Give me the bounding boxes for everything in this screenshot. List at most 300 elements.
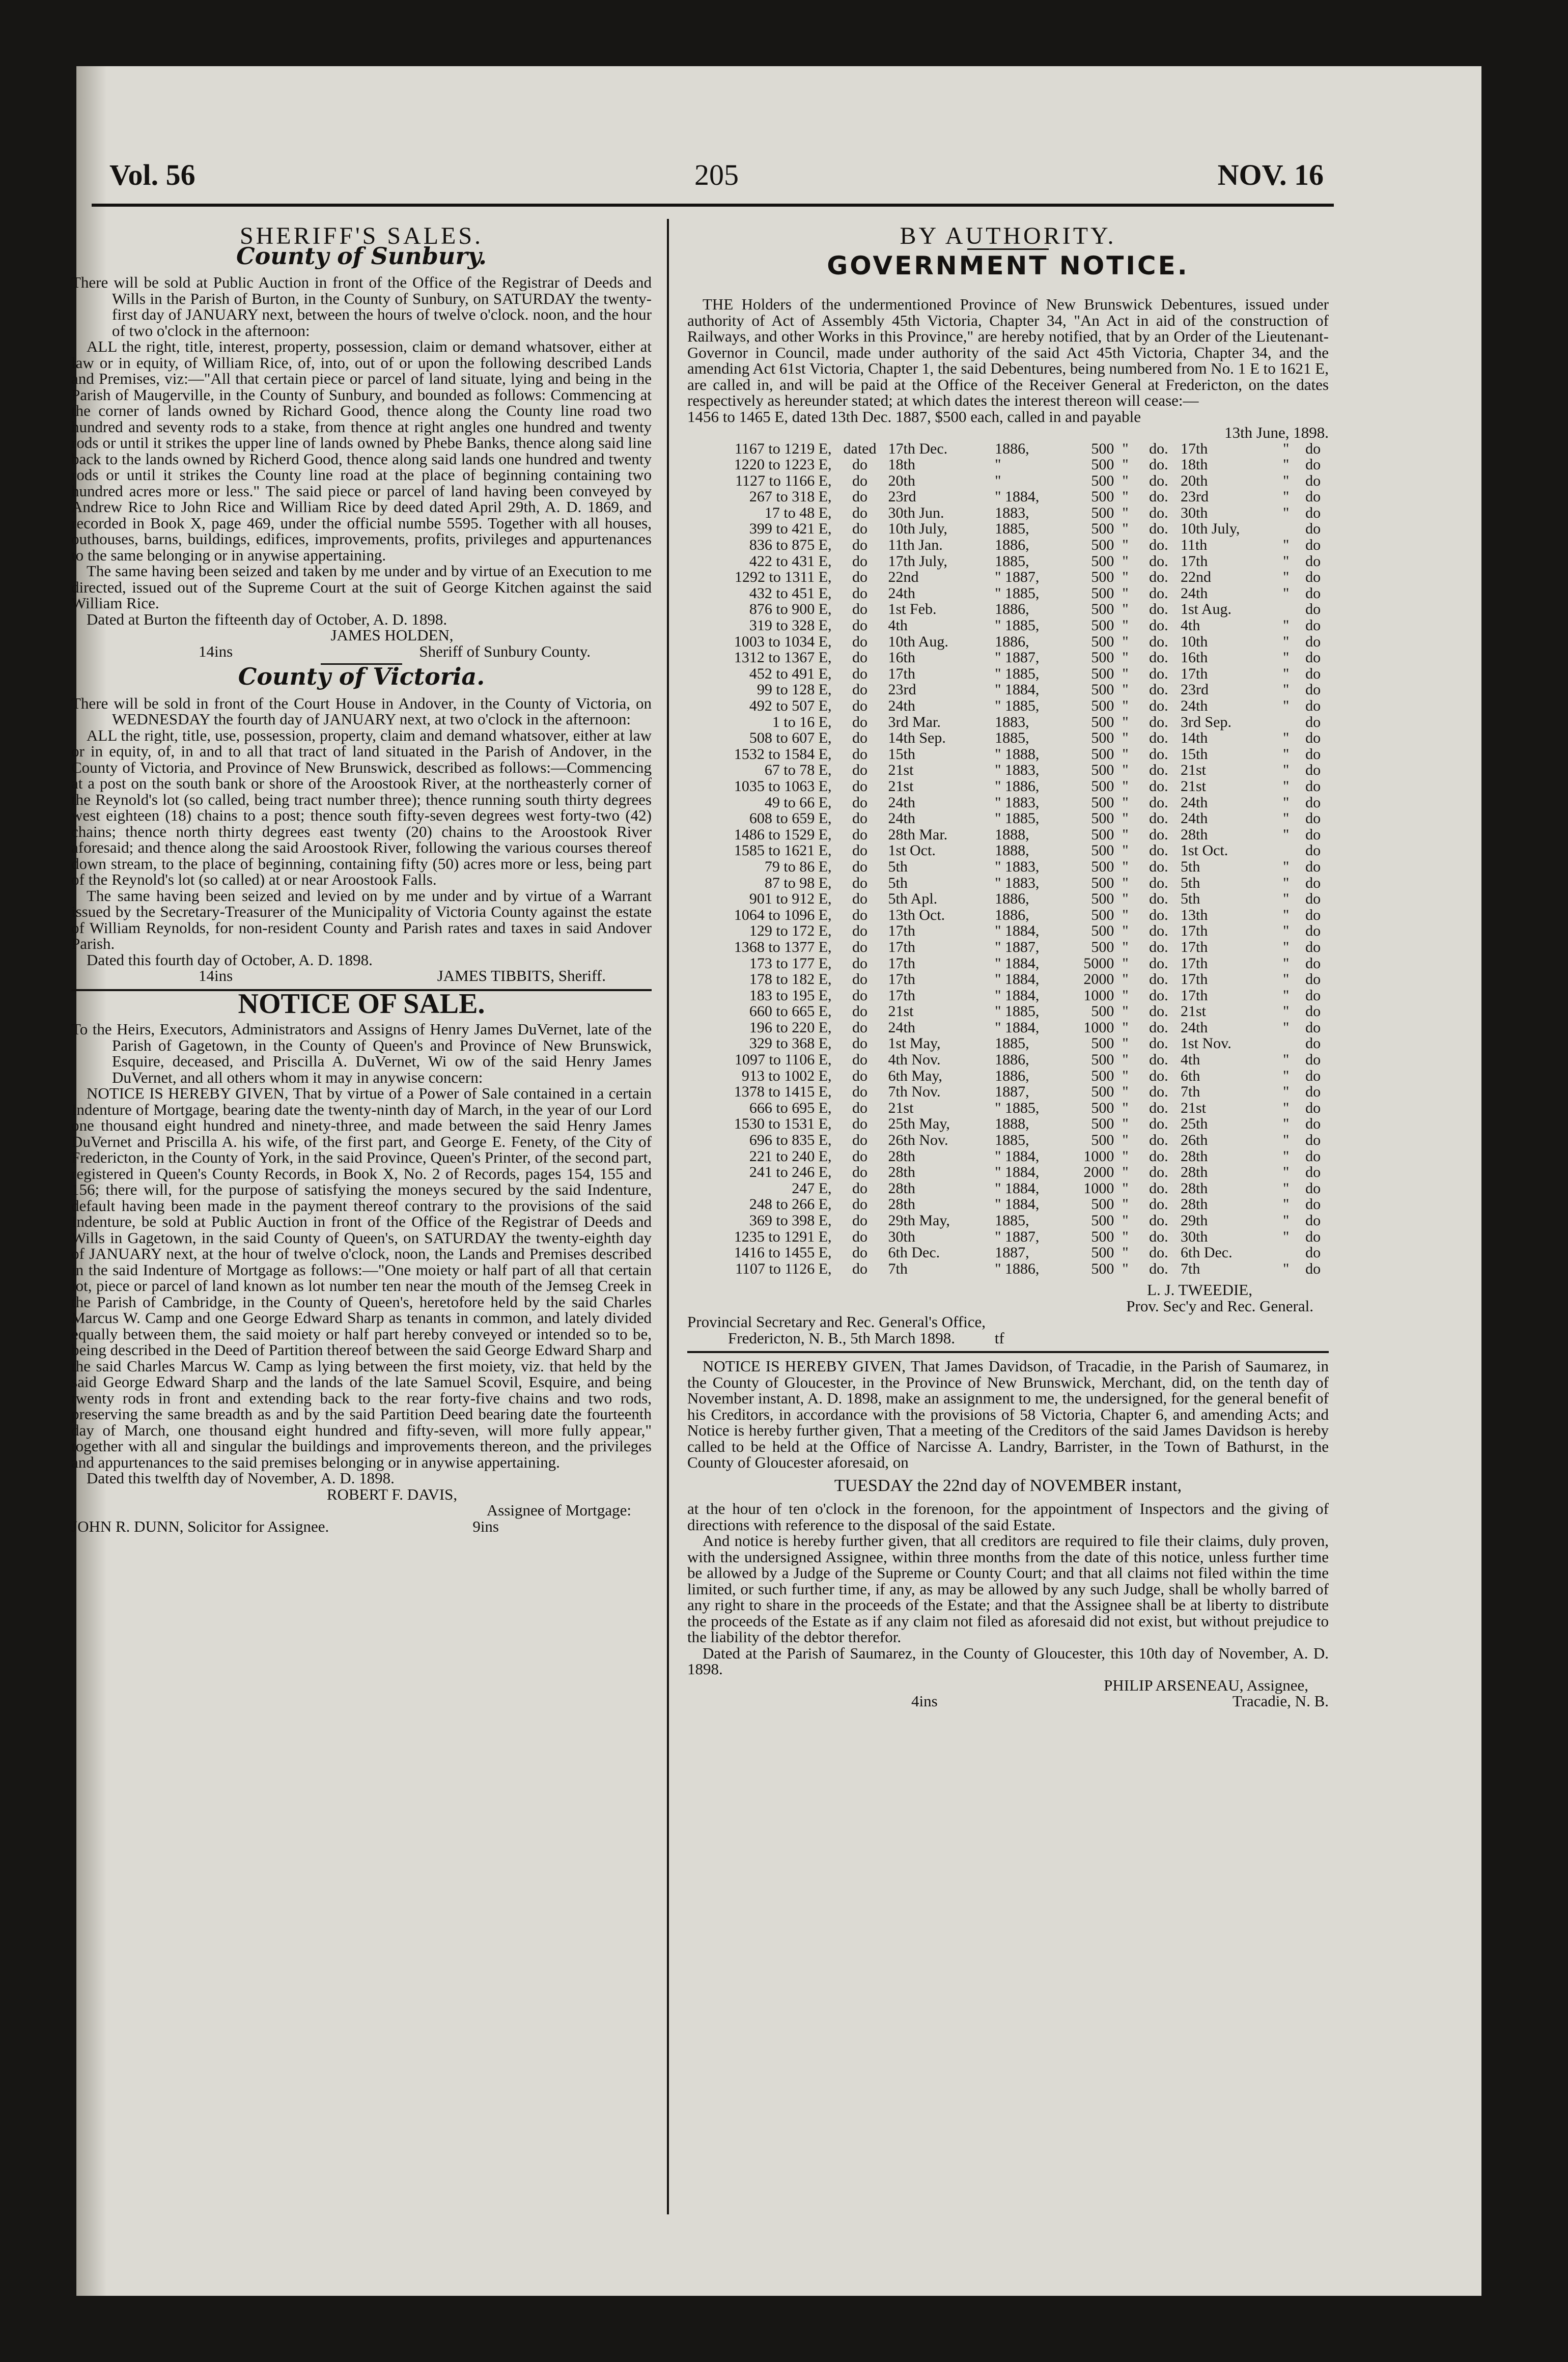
debenture-cell: 1886,: [995, 537, 1029, 554]
sunbury-signature-line: [71, 643, 652, 660]
debenture-cell: 500: [1091, 777, 1114, 795]
debenture-cell: 1035 to 1063 E,: [734, 777, 832, 795]
debenture-cell: ": [1122, 1019, 1129, 1036]
county-victoria-heading: County of Victoria.: [238, 663, 485, 690]
debenture-cell: do: [1305, 520, 1321, 538]
debenture-cell: 67 to 78 E,: [764, 762, 832, 779]
debenture-cell: 23rd: [1180, 488, 1209, 505]
debenture-row: [687, 1148, 1329, 1165]
debenture-cell: 1888,: [995, 1115, 1029, 1133]
debenture-cell: 1886,: [995, 633, 1029, 650]
debenture-cell: 500: [1091, 537, 1114, 554]
debenture-cell: [1275, 601, 1297, 617]
debenture-cell: 1585 to 1621 E,: [734, 842, 832, 859]
debenture-cell: ": [1282, 954, 1290, 972]
debenture-cell: ": [1122, 826, 1129, 843]
right-column: [687, 224, 1329, 1709]
debenture-cell: ": [1122, 1099, 1129, 1116]
victoria-body: ALL the right, title, use, possession, property, claim and demand whatsover, either at law or in equity, of, in and to all that tract of land situated in the Parish of Andover, in the County of Victoria, and Province of New Brunswick, described as follows:—Commencing at a post on the south bank or shore of the Aroostook River, at the northeasterly corner of the Reynold's lot (so called, being tract number three); thence running south thirty degrees west eighteen (18) chains to a post; thence south fifty-seven degrees west forty-two (42) chains; thence north thirty degrees east twenty (20) chains to the Aroostook River aforesaid; and thence along the said Aroostook River, following the various courses thereof down stream, to the place of beginning, containing fifty (50) acres more or less, being part of the Reynold's lot (so called) at or near Aroostook Falls.: [71, 726, 652, 888]
debenture-cell: ": [1122, 665, 1129, 682]
debenture-cell: 17th: [1180, 665, 1208, 682]
debenture-cell: 1530 to 1531 E,: [734, 1115, 832, 1133]
debenture-cell: 901 to 912 E,: [749, 890, 832, 908]
debenture-cell: 500: [1091, 584, 1114, 602]
debenture-cell: 10th July,: [888, 520, 947, 538]
debenture-cell: 1888,: [995, 842, 1029, 859]
debenture-cell: do: [852, 762, 868, 779]
debenture-cell: ": [1282, 440, 1290, 457]
debenture-cell: 1887,: [995, 1083, 1029, 1101]
debenture-cell: 500: [1091, 826, 1114, 843]
debenture-row: [687, 939, 1329, 955]
debenture-cell: ": [1122, 777, 1129, 795]
debenture-cell: 6th Dec.: [1180, 1244, 1233, 1261]
tweedie-name: L. J. TWEEDIE,: [1147, 1281, 1252, 1299]
sunbury-seized: The same having been seized and taken by me under and by virtue of an Execution to me directed, issued out of the Supreme Court at the suit of George Kitchen against the said William Rice.: [71, 562, 652, 612]
debenture-row: [687, 585, 1329, 602]
debenture-cell: ": [1282, 890, 1290, 908]
debenture-cell: ": [1282, 762, 1290, 779]
debenture-cell: do: [852, 1019, 868, 1036]
debenture-cell: 28th: [888, 1179, 915, 1197]
debenture-row: [687, 1196, 1329, 1213]
debenture-cell: ": [1282, 906, 1290, 923]
debenture-cell: do: [1305, 665, 1321, 682]
debenture-cell: 17th: [888, 938, 915, 955]
debenture-cell: [1275, 1245, 1297, 1261]
debenture-cell: 1000: [1083, 1019, 1114, 1036]
debenture-row: [687, 1068, 1329, 1084]
debenture-cell: do: [852, 1164, 868, 1181]
debenture-cell: do: [1305, 762, 1321, 779]
debenture-cell: 1235 to 1291 E,: [734, 1228, 832, 1245]
debenture-cell: do: [1305, 440, 1321, 457]
debenture-cell: do: [852, 1067, 868, 1084]
debenture-cell: ": [1282, 874, 1290, 891]
debenture-cell: ": [1122, 1035, 1129, 1052]
debenture-cell: 1883,: [995, 713, 1029, 730]
debenture-cell: ": [1122, 1115, 1129, 1133]
debenture-cell: 500: [1091, 488, 1114, 505]
debenture-cell: 1885,: [995, 1132, 1029, 1149]
debenture-cell: 28th Mar.: [888, 826, 948, 843]
debenture-cell: do: [852, 890, 868, 908]
debenture-cell: do: [1305, 697, 1321, 714]
debenture-cell: do: [1305, 1179, 1321, 1197]
debenture-cell: do: [1305, 858, 1321, 875]
debenture-cell: ": [1122, 617, 1129, 634]
debenture-cell: 24th: [888, 584, 915, 602]
debenture-cell: 500: [1091, 1244, 1114, 1261]
debenture-cell: do: [852, 987, 868, 1004]
debenture-cell: 329 to 368 E,: [749, 1035, 832, 1052]
debenture-row: [687, 955, 1329, 972]
debenture-cell: " 1885,: [995, 584, 1040, 602]
debenture-cell: ": [1122, 649, 1129, 666]
debenture-cell: " 1883,: [995, 874, 1040, 891]
debenture-cell: do.: [1149, 504, 1168, 521]
government-notice-heading: GOVERNMENT NOTICE.: [827, 250, 1189, 280]
debenture-cell: do: [1305, 1228, 1321, 1245]
debenture-cell: " 1884,: [995, 922, 1040, 940]
debenture-cell: 1220 to 1223 E,: [734, 456, 832, 473]
debenture-cell: 24th: [1180, 810, 1208, 827]
davidson-meeting-date: TUESDAY the 22nd day of NOVEMBER instant,: [834, 1476, 1182, 1495]
debenture-cell: " 1884,: [995, 681, 1040, 698]
debenture-cell: " 1887,: [995, 938, 1040, 955]
debenture-cell: " 1884,: [995, 1164, 1040, 1181]
debenture-cell: do: [852, 1003, 868, 1020]
debenture-cell: 1st Aug.: [1180, 601, 1232, 618]
debenture-cell: do: [852, 1115, 868, 1133]
debenture-cell: do: [852, 456, 868, 473]
debenture-cell: do.: [1149, 1244, 1168, 1261]
arseneau-name: PHILIP ARSENEAU, Assignee,: [1104, 1676, 1308, 1694]
debenture-cell: ": [1122, 713, 1129, 730]
debenture-cell: do: [1305, 456, 1321, 473]
debenture-cell: 24th: [1180, 794, 1208, 811]
debenture-cell: 1 to 16 E,: [772, 713, 832, 730]
debenture-cell: 30th: [1180, 504, 1208, 521]
debenture-cell: 1885,: [995, 552, 1029, 570]
debenture-cell: 17th: [1180, 938, 1208, 955]
debenture-cell: " 1884,: [995, 954, 1040, 972]
debenture-cell: 5th: [1180, 858, 1200, 875]
debenture-cell: 666 to 695 E,: [749, 1099, 832, 1116]
debenture-cell: " 1884,: [995, 488, 1040, 505]
debenture-cell: do: [1305, 745, 1321, 763]
debenture-cell: do.: [1149, 1147, 1168, 1165]
debenture-cell: 17th: [1180, 922, 1208, 940]
debenture-cell: ": [1282, 1132, 1290, 1149]
debenture-cell: ": [1122, 858, 1129, 875]
debenture-first-date: 13th June, 1898.: [1224, 424, 1329, 441]
debenture-cell: 15th: [888, 745, 915, 763]
debenture-cell: do: [852, 1212, 868, 1229]
arseneau-place: Tracadie, N. B.: [1232, 1692, 1329, 1710]
debenture-cell: [1275, 714, 1297, 730]
debenture-cell: 14th: [1180, 729, 1208, 747]
debenture-cell: 28th: [888, 1164, 915, 1181]
debenture-row: [687, 827, 1329, 843]
debenture-cell: do.: [1149, 777, 1168, 795]
debenture-cell: " 1883,: [995, 794, 1040, 811]
debenture-cell: 4th: [888, 617, 908, 634]
debenture-cell: do: [852, 633, 868, 650]
debenture-cell: 500: [1091, 633, 1114, 650]
debenture-cell: 21st: [1180, 1003, 1206, 1020]
debenture-cell: 1312 to 1367 E,: [734, 649, 832, 666]
debenture-cell: 20th: [1180, 472, 1208, 489]
debenture-cell: 10th July,: [1180, 520, 1240, 538]
sunbury-ins: 14ins: [199, 642, 233, 660]
debenture-cell: do: [852, 713, 868, 730]
debenture-cell: ": [1282, 1164, 1290, 1181]
debenture-cell: do: [852, 858, 868, 875]
debenture-cell: do: [1305, 552, 1321, 570]
notice-sale-body: NOTICE IS HEREBY GIVEN, That by virtue of a Power of Sale contained in a certain Indenture of Mortgage, bearing date the twenty-ninth day of March, in the year of our Lord one thousand eight hundred and ninety-three, and made between the said Henry James DuVernet and Priscilla A. his wife, of the first part, and George E. Fenety, of the City of Fredericton, in the County of York, in the said Province, Queen's Printer, of the second part, registered in Queen's County Records, in Book X, No. 2 of Records, pages 154, 155 and 156; there will, for the purpose of satisfying the moneys secured by the said Indenture, default having been made in the payment thereof contrary to the provisions of the said Indenture, be sold at Public Auction in front of the Office of the Registrar of Deeds and Wills in Gagetown, in the said County of Queen's, on SATURDAY the twenty-eighth day of JANUARY next, at the hour of twelve o'clock, noon, the Lands and Premises described in the said Indenture of Mortgage as follows:—"One moiety or half part of all that certain lot, piece or parcel of land known as lot number ten near the mouth of the Jemseg Creek in the Parish of Cambridge, in the County of Queen's, heretofore held by the said Charles Marcus W. Camp and one George Edward Sharp as tenants in common, and lately divided equally between them, the said moiety or half part hereby conveyed or intended so to be, being described in the Deed of Partition thereof between the said George Edward Sharp and the said Charles Marcus W. Camp as lying between the first moiety, viz. that held by the said George Edward Sharp and the lands of the late Samuel Scovil, Esquire, and being twenty rods in front and extending back to the rear forty-five chains and two rods, preserving the same breadth as and by the said Partition Deed bearing date the fourteenth day of March, one thousand eight hundred and fifty-seven, will more fully appear," together with all and singular the buildings and improvements thereon, and the privileges and appurtenances to the said premises belonging or in anywise appertaining.: [71, 1084, 652, 1471]
debenture-cell: 500: [1091, 456, 1114, 473]
debenture-cell: 1886,: [995, 906, 1029, 923]
debenture-cell: do: [1305, 1083, 1321, 1101]
sunbury-body: ALL the right, title, interest, property, possession, claim or demand whatsover, either at law or in equity, of William Rice, of, into, out of or upon the following described Lands and Premises, viz:—"All that certain piece or parcel of land situate, lying and being in the Parish of Maugerville, in the County of Sunbury, and bounded as follows: Commencing at the corner of lands owned by Richard Good, thence along the County line road two hundred and seventy rods to a stake, from thence at right angles one hundred and twenty rods or until it strikes the upper line of lands owned by Phebe Banks, thence along said line back to the lands owned by Richerd Good, thence along said lands one hundred and twenty rods or until it strikes the County line road at the place of beginning containing two hundred acres more or less." The said piece or parcel of land having been conveyed by Andrew Rice to John Rice and William Rice by deed dated April 29th, A. D. 1869, and recorded in Book X, page 469, under the official numbe 5595. Together with all houses, outhouses, barns, buildings, edifices, improvements, profits, privileges and appurtenances to the same belonging or in anywise appertaining.: [71, 338, 652, 564]
debenture-cell: " 1887,: [995, 649, 1040, 666]
debenture-cell: do.: [1149, 617, 1168, 634]
debenture-cell: ": [1282, 488, 1290, 505]
debenture-cell: do.: [1149, 890, 1168, 908]
debenture-cell: do.: [1149, 1019, 1168, 1036]
debenture-cell: 500: [1091, 1067, 1114, 1084]
page-number: 205: [694, 158, 739, 191]
debenture-cell: do.: [1149, 1115, 1168, 1133]
debenture-cell: do: [1305, 504, 1321, 521]
debenture-cell: 21st: [1180, 1099, 1206, 1116]
debenture-row: [687, 682, 1329, 698]
debenture-cell: ": [1122, 537, 1129, 554]
debenture-cell: 5000: [1083, 954, 1114, 972]
debenture-row: [687, 457, 1329, 473]
debenture-cell: " 1884,: [995, 971, 1040, 988]
debenture-row: [687, 569, 1329, 585]
debenture-cell: 913 to 1002 E,: [741, 1067, 832, 1084]
debenture-cell: ": [1282, 858, 1290, 875]
debenture-cell: do: [1305, 488, 1321, 505]
debenture-cell: do.: [1149, 1051, 1168, 1068]
debenture-row: [687, 1132, 1329, 1148]
section-rule: [687, 1351, 1329, 1353]
debenture-cell: 17th: [888, 665, 915, 682]
debenture-cell: do: [1305, 1164, 1321, 1181]
debenture-cell: ": [1282, 552, 1290, 570]
volume-label: Vol. 56: [109, 158, 195, 191]
debenture-cell: 23rd: [888, 681, 916, 698]
debenture-cell: 129 to 172 E,: [749, 922, 832, 940]
debenture-cell: ": [1122, 794, 1129, 811]
debenture-cell: 696 to 835 E,: [749, 1132, 832, 1149]
debenture-cell: ": [1282, 971, 1290, 988]
debenture-cell: 500: [1091, 1035, 1114, 1052]
debenture-cell: do: [852, 520, 868, 538]
debenture-cell: ": [1122, 1196, 1129, 1213]
debenture-cell: 1886,: [995, 1051, 1029, 1068]
debenture-cell: do.: [1149, 874, 1168, 891]
debenture-row: [687, 634, 1329, 650]
debenture-cell: 5th Apl.: [888, 890, 938, 908]
debenture-cell: 183 to 195 E,: [749, 987, 832, 1004]
debenture-cell: 500: [1091, 906, 1114, 923]
debenture-cell: 500: [1091, 440, 1114, 457]
debenture-cell: ": [1122, 601, 1129, 618]
debenture-cell: 241 to 246 E,: [749, 1164, 832, 1181]
debenture-cell: ": [1122, 922, 1129, 940]
debenture-cell: 500: [1091, 1260, 1114, 1277]
debenture-cell: do: [1305, 826, 1321, 843]
debenture-cell: ": [1122, 681, 1129, 698]
debenture-cell: 1368 to 1377 E,: [734, 938, 832, 955]
debenture-cell: ": [1122, 697, 1129, 714]
debenture-cell: 28th: [1180, 826, 1208, 843]
debenture-cell: ": [1282, 1115, 1290, 1133]
notice-sale-assignee-name: ROBERT F. DAVIS,: [326, 1485, 458, 1503]
debenture-cell: 1416 to 1455 E,: [734, 1244, 832, 1261]
debenture-cell: 13th: [1180, 906, 1208, 923]
debenture-cell: 1st Nov.: [1180, 1035, 1231, 1052]
davidson-notice-p2: at the hour of ten o'clock in the forenoon, for the appointment of Inspectors and the giving of directions with reference to the disposal of the said Estate.: [687, 1500, 1329, 1534]
debenture-cell: ": [1122, 504, 1129, 521]
debenture-cell: 247 E,: [792, 1179, 832, 1197]
debenture-row: [687, 1052, 1329, 1068]
county-sunbury-heading: County of Sunbury.: [236, 242, 487, 270]
debenture-row: [687, 730, 1329, 746]
debenture-cell: ": [1122, 1051, 1129, 1068]
debenture-cell: ": [1282, 584, 1290, 602]
debenture-cell: ": [1122, 890, 1129, 908]
sunbury-sheriff-name: JAMES HOLDEN,: [330, 626, 454, 644]
debenture-cell: do: [852, 1147, 868, 1165]
debenture-cell: 26th: [1180, 1132, 1208, 1149]
debenture-cell: dated: [843, 440, 877, 457]
debenture-cell: 1000: [1083, 1179, 1114, 1197]
debenture-cell: do.: [1149, 665, 1168, 682]
debenture-cell: 1887,: [995, 1244, 1029, 1261]
debenture-cell: do: [1305, 938, 1321, 955]
debenture-cell: 267 to 318 E,: [749, 488, 832, 505]
government-notice-intro: THE Holders of the undermentioned Province of New Brunswick Debentures, issued under authority of Act of Assembly 45th Victoria, Chapter 34, "An Act in aid of the construction of Railways, and other Works in this Province," are hereby notified, that by an Order of the Lieutenant-Governor in Council, made under authority of the said Act 45th Victoria, Chapter 34, and the amending Act 61st Victoria, Chapter 1, the said Debentures, being numbered from No. 1 E to 1621 E, are called in, and will be paid at the Office of the Receiver General at Fredericton, on the dates respectively as hereunder stated; at which dates the interest thereon will cease:—: [687, 295, 1329, 409]
debenture-cell: do: [852, 826, 868, 843]
debenture-cell: 5th: [1180, 874, 1200, 891]
debenture-cell: 17th July,: [888, 552, 947, 570]
debenture-cell: do: [852, 874, 868, 891]
debenture-cell: 29th May,: [888, 1212, 950, 1229]
debenture-cell: do: [1305, 777, 1321, 795]
debenture-cell: 178 to 182 E,: [749, 971, 832, 988]
debenture-cell: 1000: [1083, 1147, 1114, 1165]
debenture-cell: do.: [1149, 569, 1168, 586]
debenture-cell: 17th: [1180, 552, 1208, 570]
debenture-cell: do: [1305, 1260, 1321, 1277]
debenture-cell: do: [1305, 681, 1321, 698]
debenture-cell: 28th: [1180, 1164, 1208, 1181]
debenture-cell: [1275, 1035, 1297, 1052]
debenture-cell: ": [1282, 665, 1290, 682]
debenture-cell: 18th: [1180, 456, 1208, 473]
debenture-cell: " 1883,: [995, 762, 1040, 779]
victoria-signature-line: [71, 968, 652, 984]
debenture-cell: ": [1282, 745, 1290, 763]
debenture-cell: ": [1122, 488, 1129, 505]
debenture-cell: do: [852, 842, 868, 859]
debenture-cell: do.: [1149, 633, 1168, 650]
debenture-cell: do.: [1149, 971, 1168, 988]
debenture-cell: do: [1305, 1196, 1321, 1213]
debenture-cell: 24th: [888, 1019, 915, 1036]
debenture-cell: 1127 to 1166 E,: [735, 472, 832, 489]
debenture-cell: ": [1282, 922, 1290, 940]
debenture-cell: do.: [1149, 1003, 1168, 1020]
debenture-cell: ": [1122, 842, 1129, 859]
debenture-cell: 24th: [888, 697, 915, 714]
debenture-cell: 500: [1091, 552, 1114, 570]
debenture-cell: ": [1122, 1260, 1129, 1277]
debenture-row: [687, 601, 1329, 617]
sunbury-sheriff-office: Sheriff of Sunbury County.: [419, 642, 591, 660]
debenture-row: [687, 617, 1329, 634]
debenture-cell: do.: [1149, 681, 1168, 698]
debenture-cell: ": [1282, 697, 1290, 714]
debenture-cell: do.: [1149, 1083, 1168, 1101]
debenture-cell: 24th: [1180, 697, 1208, 714]
debenture-cell: [1275, 842, 1297, 859]
debenture-cell: 17th: [888, 922, 915, 940]
debenture-cell: ": [1282, 1196, 1290, 1213]
debenture-cell: ": [1122, 1179, 1129, 1197]
debenture-cell: do.: [1149, 1035, 1168, 1052]
debenture-cell: 500: [1091, 858, 1114, 875]
debenture-cell: ": [1122, 633, 1129, 650]
debenture-cell: 7th Nov.: [888, 1083, 941, 1101]
victoria-sheriff-name: JAMES TIBBITS, Sheriff.: [437, 967, 606, 985]
debenture-cell: " 1885,: [995, 617, 1040, 634]
debenture-cell: ": [1282, 810, 1290, 827]
debenture-cell: do.: [1149, 954, 1168, 972]
debenture-row: [687, 666, 1329, 682]
debenture-cell: ": [1122, 520, 1129, 538]
till-forbid-mark: tf: [994, 1329, 1004, 1347]
debenture-cell: 6th May,: [888, 1067, 942, 1084]
debenture-row: [687, 988, 1329, 1004]
debenture-cell: " 1884,: [995, 987, 1040, 1004]
debenture-row: [687, 746, 1329, 763]
debenture-cell: 660 to 665 E,: [749, 1003, 832, 1020]
debenture-cell: do: [1305, 601, 1321, 618]
debenture-cell: 10th Aug.: [888, 633, 948, 650]
debenture-cell: do.: [1149, 552, 1168, 570]
debenture-cell: ": [1122, 954, 1129, 972]
debenture-cell: 1532 to 1584 E,: [734, 745, 832, 763]
secretary-office-date: Fredericton, N. B., 5th March 1898.: [728, 1329, 955, 1347]
debenture-cell: " 1886,: [995, 777, 1040, 795]
debenture-cell: do: [1305, 1003, 1321, 1020]
debenture-cell: ": [1122, 440, 1129, 457]
debenture-cell: 16th: [1180, 649, 1208, 666]
debenture-cell: 5th: [1180, 890, 1200, 908]
debenture-cell: do: [852, 954, 868, 972]
debenture-row: [687, 1116, 1329, 1132]
debenture-cell: 28th: [1180, 1147, 1208, 1165]
debenture-cell: ": [1282, 1099, 1290, 1116]
debenture-cell: do.: [1149, 842, 1168, 859]
debenture-cell: 22nd: [1180, 569, 1211, 586]
debenture-cell: 1888,: [995, 826, 1029, 843]
debenture-cell: do: [1305, 890, 1321, 908]
debenture-cell: 500: [1091, 1051, 1114, 1068]
debenture-cell: " 1884,: [995, 1179, 1040, 1197]
debenture-cell: 2000: [1083, 1164, 1114, 1181]
debenture-cell: do.: [1149, 520, 1168, 538]
debenture-cell: do: [1305, 794, 1321, 811]
debenture-cell: do.: [1149, 1212, 1168, 1229]
debenture-cell: 500: [1091, 697, 1114, 714]
debenture-row: [687, 489, 1329, 505]
debenture-cell: 6th Dec.: [888, 1244, 940, 1261]
debenture-cell: do: [852, 665, 868, 682]
debenture-cell: ": [1282, 617, 1290, 634]
debenture-cell: do: [852, 794, 868, 811]
debenture-cell: ": [1282, 1083, 1290, 1101]
page-header: [109, 153, 1324, 202]
debenture-cell: 24th: [1180, 584, 1208, 602]
debenture-cell: 99 to 128 E,: [757, 681, 832, 698]
